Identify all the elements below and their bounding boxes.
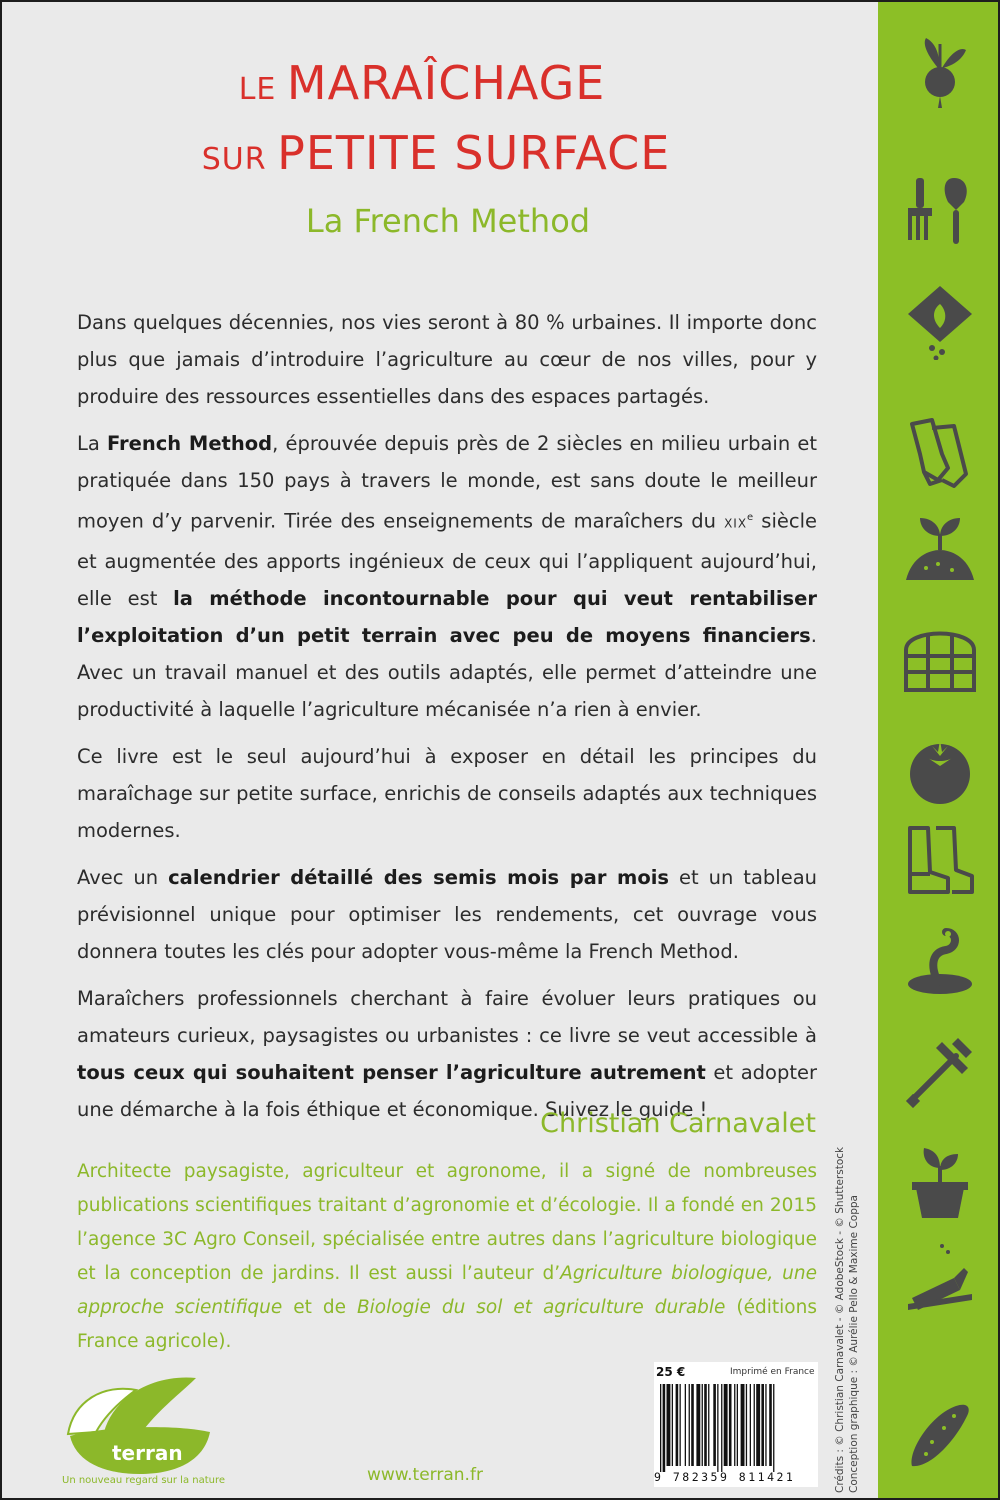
barcode-bar xyxy=(696,1384,700,1466)
potted-plant-icon xyxy=(902,1144,978,1220)
barcode-panel xyxy=(654,1362,818,1487)
watering-can-icon xyxy=(902,1240,978,1316)
barcode-bar xyxy=(761,1384,764,1466)
barcode-bar xyxy=(754,1384,755,1466)
credits-line-2: Conception graphique : © Aurélie Pello & Maxime Coppa xyxy=(848,1195,860,1493)
paragraph-2 xyxy=(77,425,817,728)
barcode-bar xyxy=(737,1384,738,1466)
text-run: et de xyxy=(282,1297,357,1318)
text-run: , éprouvée depuis près de 2 siècles en milieu urbain et pratiquée dans 150 pays à travers le monde, est sans doute le meilleur moyen d’y parvenir. Tirée des enseignements de maraîchers du xyxy=(77,432,817,533)
title-line-1-small: LE xyxy=(238,72,287,107)
publisher-tagline: Un nouveau regard sur la nature xyxy=(62,1475,226,1486)
superscript: e xyxy=(747,512,754,523)
greenhouse-icon xyxy=(902,620,978,696)
barcode-bar xyxy=(663,1384,666,1472)
barcode-bar xyxy=(717,1384,718,1472)
hoe-rake-icon xyxy=(902,1032,978,1108)
photo-credits xyxy=(822,1146,872,1500)
beet-icon xyxy=(902,34,978,110)
paragraph-1: Dans quelques décennies, nos vies seront à 80 % urbaines. Il importe donc plus que jamais d’introduire l’agriculture au cœur de nos villes, pour y produire des ressources essentielles dans des espaces partagés. xyxy=(77,311,817,408)
text-run: (éditions France agricole). xyxy=(77,1297,817,1352)
paragraph-3: Ce livre est le seul aujourd’hui à exposer en détail les principes du maraîchage sur petite surface, enrichis de conseils adaptés aux techniques modernes. xyxy=(77,744,817,842)
title-line-2-main: PETITE SURFACE xyxy=(277,126,671,180)
tomato-icon xyxy=(902,732,978,808)
cucumber-icon xyxy=(902,1398,978,1474)
printed-in-label: Imprimé en France xyxy=(730,1367,815,1377)
barcode-bar xyxy=(750,1384,751,1466)
text-run: La xyxy=(77,432,107,455)
paragraph-5 xyxy=(77,980,817,1128)
title-line-2 xyxy=(20,126,852,180)
bold-run: French Method xyxy=(106,432,273,455)
logo-wordmark: terran xyxy=(112,1441,183,1465)
book-title: Agriculture biologique, une approche scientifique xyxy=(77,1263,817,1318)
author-bio xyxy=(77,1155,817,1359)
barcode-bar xyxy=(724,1384,728,1466)
title-block xyxy=(2,56,852,240)
barcode-bar xyxy=(729,1384,732,1466)
title-line-1-main: MARAÎCHAGE xyxy=(286,56,606,110)
barcode-bar xyxy=(704,1384,707,1466)
barcode-bar xyxy=(765,1384,766,1466)
barcode-bar xyxy=(708,1384,709,1466)
text-run: Maraîchers professionnels cherchant à faire évoluer leurs pratiques ou amateurs curieux, paysagistes ou urbanistes : ce livre se veut accessible à xyxy=(77,986,817,1047)
seed-packet-icon xyxy=(902,284,978,360)
barcode-bar xyxy=(672,1384,673,1466)
barcode-bar xyxy=(685,1384,686,1466)
author-name: Christian Carnavalet xyxy=(540,1108,816,1139)
barcode-bar xyxy=(676,1384,679,1466)
barcode-bar xyxy=(756,1384,760,1466)
green-icon-sidebar xyxy=(878,2,1000,1500)
publisher-website: www.terran.fr xyxy=(367,1465,483,1485)
isbn-digits: 9 782359 811421 xyxy=(654,1470,796,1484)
earthworm-icon xyxy=(902,922,978,998)
barcode-bar xyxy=(741,1384,745,1466)
paragraph-4 xyxy=(77,859,817,970)
gloves-icon xyxy=(902,414,978,490)
barcode-bar xyxy=(721,1384,722,1472)
barcode-bar xyxy=(713,1384,716,1466)
text-run: . Avec un travail manuel et des outils adaptés, elle permet d’atteindre une productivité à laquelle l’agriculture mécanisée n’a rien à envier. xyxy=(77,623,817,721)
subtitle: La French Method xyxy=(305,202,591,240)
barcode-bar xyxy=(746,1384,747,1466)
bold-run: calendrier détaillé des semis mois par mois xyxy=(168,865,670,889)
barcode-bar xyxy=(773,1384,774,1472)
terran-logo xyxy=(64,1370,214,1480)
barcode-bar xyxy=(734,1384,735,1466)
bold-run: la méthode incontournable pour qui veut rentabiliser l’exploitation d’un petit terrain avec peu de moyens financiers xyxy=(77,586,818,647)
barcode-bar xyxy=(667,1384,671,1466)
sprout-in-soil-icon xyxy=(902,510,978,586)
book-title: Biologie du sol et agriculture durable xyxy=(356,1297,726,1318)
garden-tools-icon xyxy=(902,174,978,250)
barcode-image xyxy=(656,1384,816,1472)
bold-run: tous ceux qui souhaitent penser l’agriculture autrement xyxy=(77,1060,706,1084)
title-line-1 xyxy=(0,56,852,110)
boots-icon xyxy=(902,822,978,898)
barcode-bar xyxy=(689,1384,690,1466)
blurb xyxy=(77,304,817,1138)
text-run: et adopter une démarche à la fois éthique et économique. Suivez le guide ! xyxy=(77,1060,817,1121)
text-run: Architecte paysagiste, agriculteur et agronome, il a signé de nombreuses publications scientifiques traitant d’agronomie et d’écologie. Il a fondé en 2015 l’agence 3C Agro Conseil, spécialisée entre autres dans l’agriculture biologique et la conception de jardins. Il est aussi l’auteur d’ xyxy=(77,1161,817,1284)
century-numeral: XIX xyxy=(724,516,748,531)
barcode-bar xyxy=(702,1384,703,1466)
barcode-bar xyxy=(691,1384,694,1466)
barcode-bar xyxy=(680,1384,681,1466)
credits-line-1: Crédits : © Christian Carnavalet - © AdobeStock - © Shutterstock xyxy=(834,1146,846,1493)
barcode-bar xyxy=(769,1384,772,1466)
price: 25 € xyxy=(656,1365,686,1379)
text-run: Avec un xyxy=(77,865,169,889)
title-line-2-small: SUR xyxy=(201,142,278,177)
barcode-bar xyxy=(660,1384,661,1472)
text-run: siècle et augmentée des apports ingénieux de ceux qui l’appliquent aujourd’hui, elle est xyxy=(77,509,817,610)
text-run: et un tableau prévisionnel unique pour optimiser les rendements, cet ouvrage vous donnera toutes les clés pour adopter vous-même la French Method. xyxy=(77,865,818,963)
